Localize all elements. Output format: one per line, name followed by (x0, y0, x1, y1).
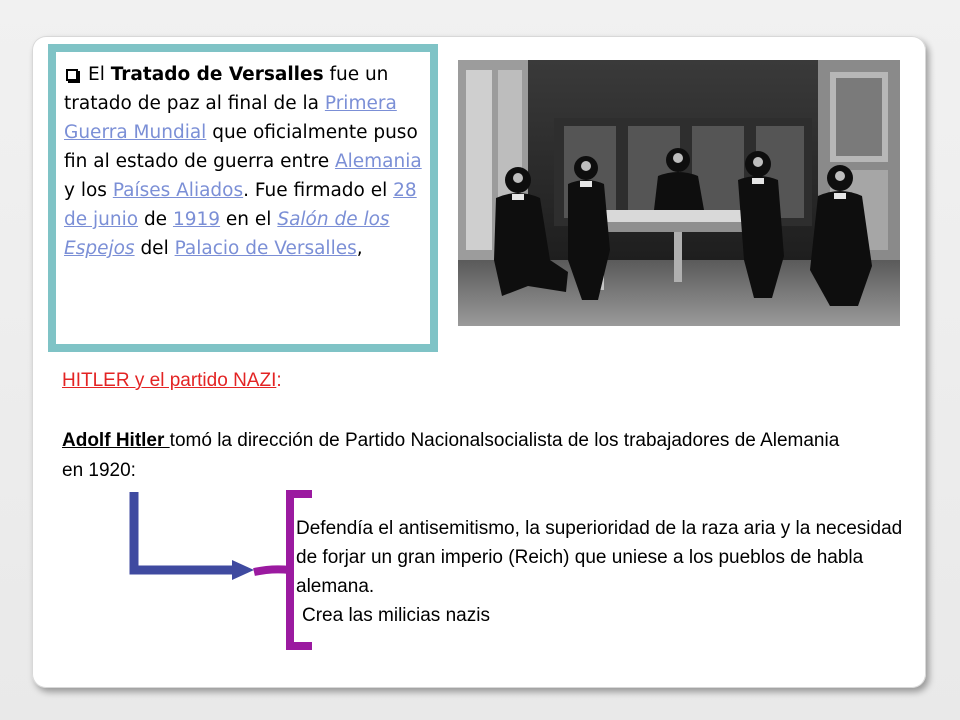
link-salon-de-los-espejos[interactable]: Salón de los Espejos (64, 209, 390, 259)
treaty-text-6: de (138, 209, 173, 230)
treaty-text-8: del (134, 238, 175, 259)
detail-line-2: Crea las milicias nazis (302, 605, 490, 626)
treaty-title: Tratado de Versalles (110, 64, 324, 85)
treaty-text-box (48, 44, 438, 352)
section-title-text: HITLER y el partido NAZI (62, 370, 277, 391)
treaty-text-4: y los (64, 180, 113, 201)
treaty-text-2: fue un tratado de paz al final de la (64, 64, 389, 114)
link-paises-aliados[interactable]: Países Aliados (112, 180, 244, 201)
intro-text: tomó la dirección de Partido Nacionalsocialista de los trabajadores de Alemania en 1920: (62, 430, 840, 481)
link-alemania[interactable]: Alemania (334, 151, 422, 172)
historical-photo-drawing (458, 60, 900, 326)
link-28-de-junio[interactable]: 28 de junio (64, 180, 417, 230)
detail-line-1: Defendía el antisemitismo, la superioridad de la raza aria y la necesidad de forjar un gran imperio (Reich) que uniese a los pueblos de habla alemana. (296, 518, 903, 597)
historical-photo (458, 60, 900, 326)
treaty-text-3: que oficialmente puso fin al estado de guerra entre (64, 122, 418, 172)
treaty-text-7: en el (220, 209, 278, 230)
link-1919[interactable]: 1919 (172, 209, 221, 230)
section-title-suffix: : (276, 370, 282, 391)
treaty-text-1: El (88, 64, 111, 85)
link-primera-guerra-mundial[interactable]: Primera Guerra Mundial (64, 93, 397, 143)
treaty-paragraph (64, 60, 424, 263)
treaty-text-5: . Fue firmado el (243, 180, 394, 201)
intro-name: Adolf Hitler (62, 430, 170, 451)
link-palacio-de-versalles[interactable]: Palacio de Versalles (174, 238, 357, 259)
section-title (62, 370, 282, 392)
detail-paragraph (296, 514, 916, 630)
hollow-square-bullet-icon (66, 69, 78, 81)
treaty-text-9: , (356, 238, 363, 259)
intro-paragraph (62, 426, 842, 486)
